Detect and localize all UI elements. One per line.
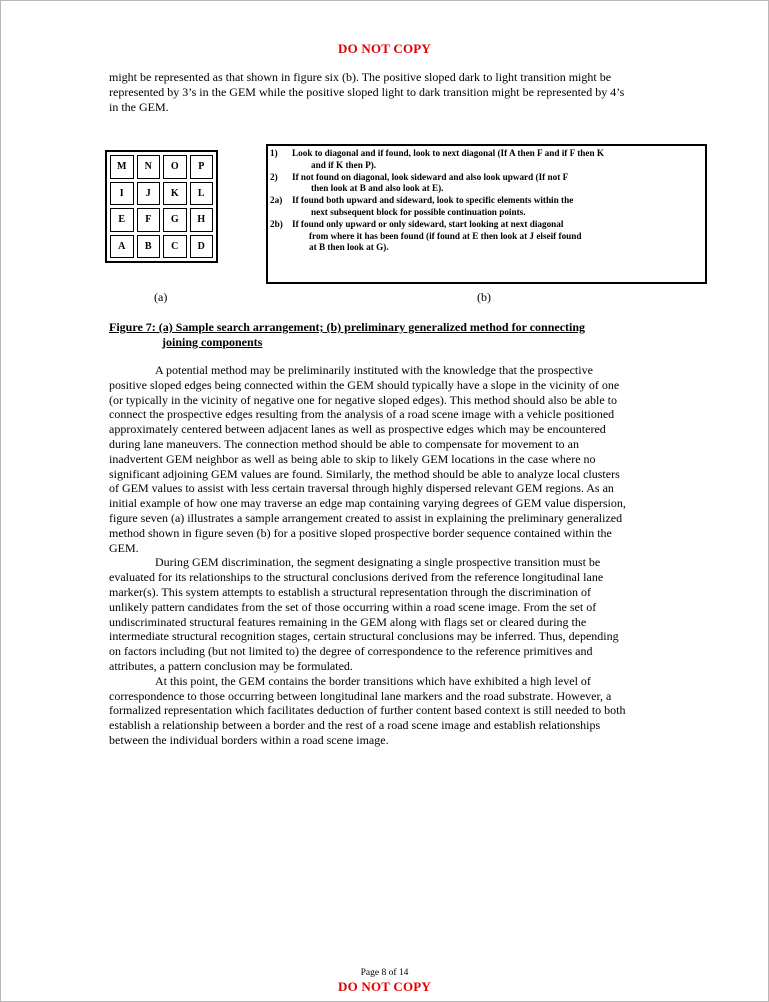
grid-cell: F <box>137 208 161 232</box>
intro-line: in the GEM. <box>109 99 169 114</box>
body-line: approximately centered between adjacent lanes as well as prospective edges which may be encountered <box>109 422 606 437</box>
grid-cell: N <box>137 155 161 179</box>
body-line: between the individual borders within a road scene image. <box>109 732 389 747</box>
step-line: If not found on diagonal, look sideward and also look upward (If not F <box>292 171 569 182</box>
body-line: establish a relationship between a border and the rest of a road scene image and establish relationships <box>109 718 601 733</box>
grid-cell: C <box>163 235 187 259</box>
grid-cell: O <box>163 155 187 179</box>
grid-cell: K <box>163 182 187 206</box>
search-arrangement-grid <box>105 150 218 263</box>
step-line: and if K then P). <box>311 159 377 170</box>
figure-label-b: (b) <box>477 290 491 304</box>
intro-paragraph <box>109 70 665 114</box>
page-number: Page 8 of 14 <box>360 968 409 978</box>
body-line: intermediate structural recognition stages, certain structural conclusions may be inferred. Thus, depending <box>109 629 619 644</box>
grid-cell: L <box>190 182 214 206</box>
step-number: 1) <box>270 148 278 158</box>
body-line: inadvertent GEM neighbor as well as being able to skip to likely GEM locations in the case where no <box>109 451 596 466</box>
method-step-1 <box>270 148 701 172</box>
method-step-2 <box>270 172 701 196</box>
method-step-2b <box>270 219 701 254</box>
grid-cell: J <box>137 182 161 206</box>
body-line: undiscriminated structural features remaining in the GEM along with flags set or cleared during the <box>109 614 587 629</box>
intro-line: might be represented as that shown in figure six (b). The positive sloped dark to light transition might be <box>109 70 612 84</box>
grid-cell: A <box>110 235 134 259</box>
body-line: connect the prospective edges resulting from the analysis of a road scene image with a vehicle positioned <box>109 407 615 422</box>
step-line: If found both upward and sideward, look to specific elements within the <box>292 195 574 206</box>
body-line: positive sloped edges being connected within the GEM should typically have a slope in the vicinity of one <box>109 377 620 392</box>
body-line: A potential method may be preliminarily instituted with the knowledge that the prospective <box>155 363 593 377</box>
grid-cell: P <box>190 155 214 179</box>
step-text <box>292 172 701 196</box>
method-box <box>266 144 707 284</box>
step-line: Look to diagonal and if found, look to next diagonal (If A then F and if F then K <box>292 148 605 158</box>
body-line: on factors including (but not limited to) the degree of correspondence to the reference primitives and <box>109 644 593 659</box>
body-line: correspondence to those occurring between longitudinal lane markers and the road substrate. However, a <box>109 688 612 703</box>
grid-cell: G <box>163 208 187 232</box>
body-line: significant adjoining GEM values are found. Similarly, the method should be able to analyze local clusters <box>109 466 620 481</box>
grid-cell: I <box>110 182 134 206</box>
body-line: marker(s). This system attempts to establish a structural representation through the discrimination of <box>109 584 591 599</box>
step-number: 2b) <box>270 218 283 229</box>
step-text <box>292 195 701 219</box>
figure-caption <box>109 320 649 349</box>
caption-line: joining components <box>162 334 263 349</box>
body-line: during lane maneuvers. The connection method should be able to compensate for movement to an <box>109 436 579 451</box>
body-line: GEM. <box>109 540 139 555</box>
grid-cell: B <box>137 235 161 259</box>
body-line: unlikely pattern candidates from the set of those occurring within a road scene image. From the set of <box>109 599 597 614</box>
figure-label-a: (a) <box>154 290 168 304</box>
step-line: from where it has been found (if found at E then look at J elseif found <box>309 230 582 241</box>
body-line: method shown in figure seven (b) for a positive sloped prospective border sequence contained within the <box>109 525 612 540</box>
body-line: initial example of how one may traverse an edge map containing varying degrees of GEM value dispersion, <box>109 496 626 511</box>
do-not-copy-header: DO NOT COPY <box>338 41 431 56</box>
step-number: 2) <box>270 171 278 182</box>
step-line: then look at B and also look at E). <box>311 183 444 194</box>
grid-cell: M <box>110 155 134 179</box>
body-line: During GEM discrimination, the segment designating a single prospective transition must be <box>155 555 601 570</box>
grid-cell: H <box>190 208 214 232</box>
body-line: figure seven (a) illustrates a sample arrangement created to assist in explaining the preliminary generalized <box>109 510 623 525</box>
body-line: of GEM values to assist with less certain traversal through highly dispersed relevant GEM regions. As an <box>109 481 614 496</box>
body-paragraph-1 <box>109 363 665 748</box>
caption-line: Figure 7: (a) Sample search arrangement; (b) preliminary generalized method for connecting <box>109 320 586 334</box>
step-line: If found only upward or only sideward, start looking at next diagonal <box>292 218 564 229</box>
intro-line: represented by 3’s in the GEM while the positive sloped light to dark transition might be represented by 4’s <box>109 84 625 99</box>
step-line: next subsequent block for possible continuation points. <box>311 206 526 217</box>
body-line: evaluated for its relationships to the structural conclusions derived from the reference longitudinal lane <box>109 570 604 585</box>
step-text <box>292 219 701 254</box>
step-number: 2a) <box>270 195 283 206</box>
do-not-copy-footer: DO NOT COPY <box>338 979 431 994</box>
grid-cell: D <box>190 235 214 259</box>
step-text <box>292 148 701 172</box>
body-line: (or typically in the vicinity of negative one for negative sloped edges). This method should also be able to <box>109 392 617 407</box>
body-line: formalized representation which facilitates deduction of further content based context is still needed to both <box>109 703 626 718</box>
body-line: attributes, a pattern conclusion may be formulated. <box>109 658 353 673</box>
grid-cell: E <box>110 208 134 232</box>
step-line: at B then look at G). <box>309 242 389 253</box>
method-step-2a <box>270 195 701 219</box>
body-line: At this point, the GEM contains the border transitions which have exhibited a high level of <box>155 673 591 688</box>
